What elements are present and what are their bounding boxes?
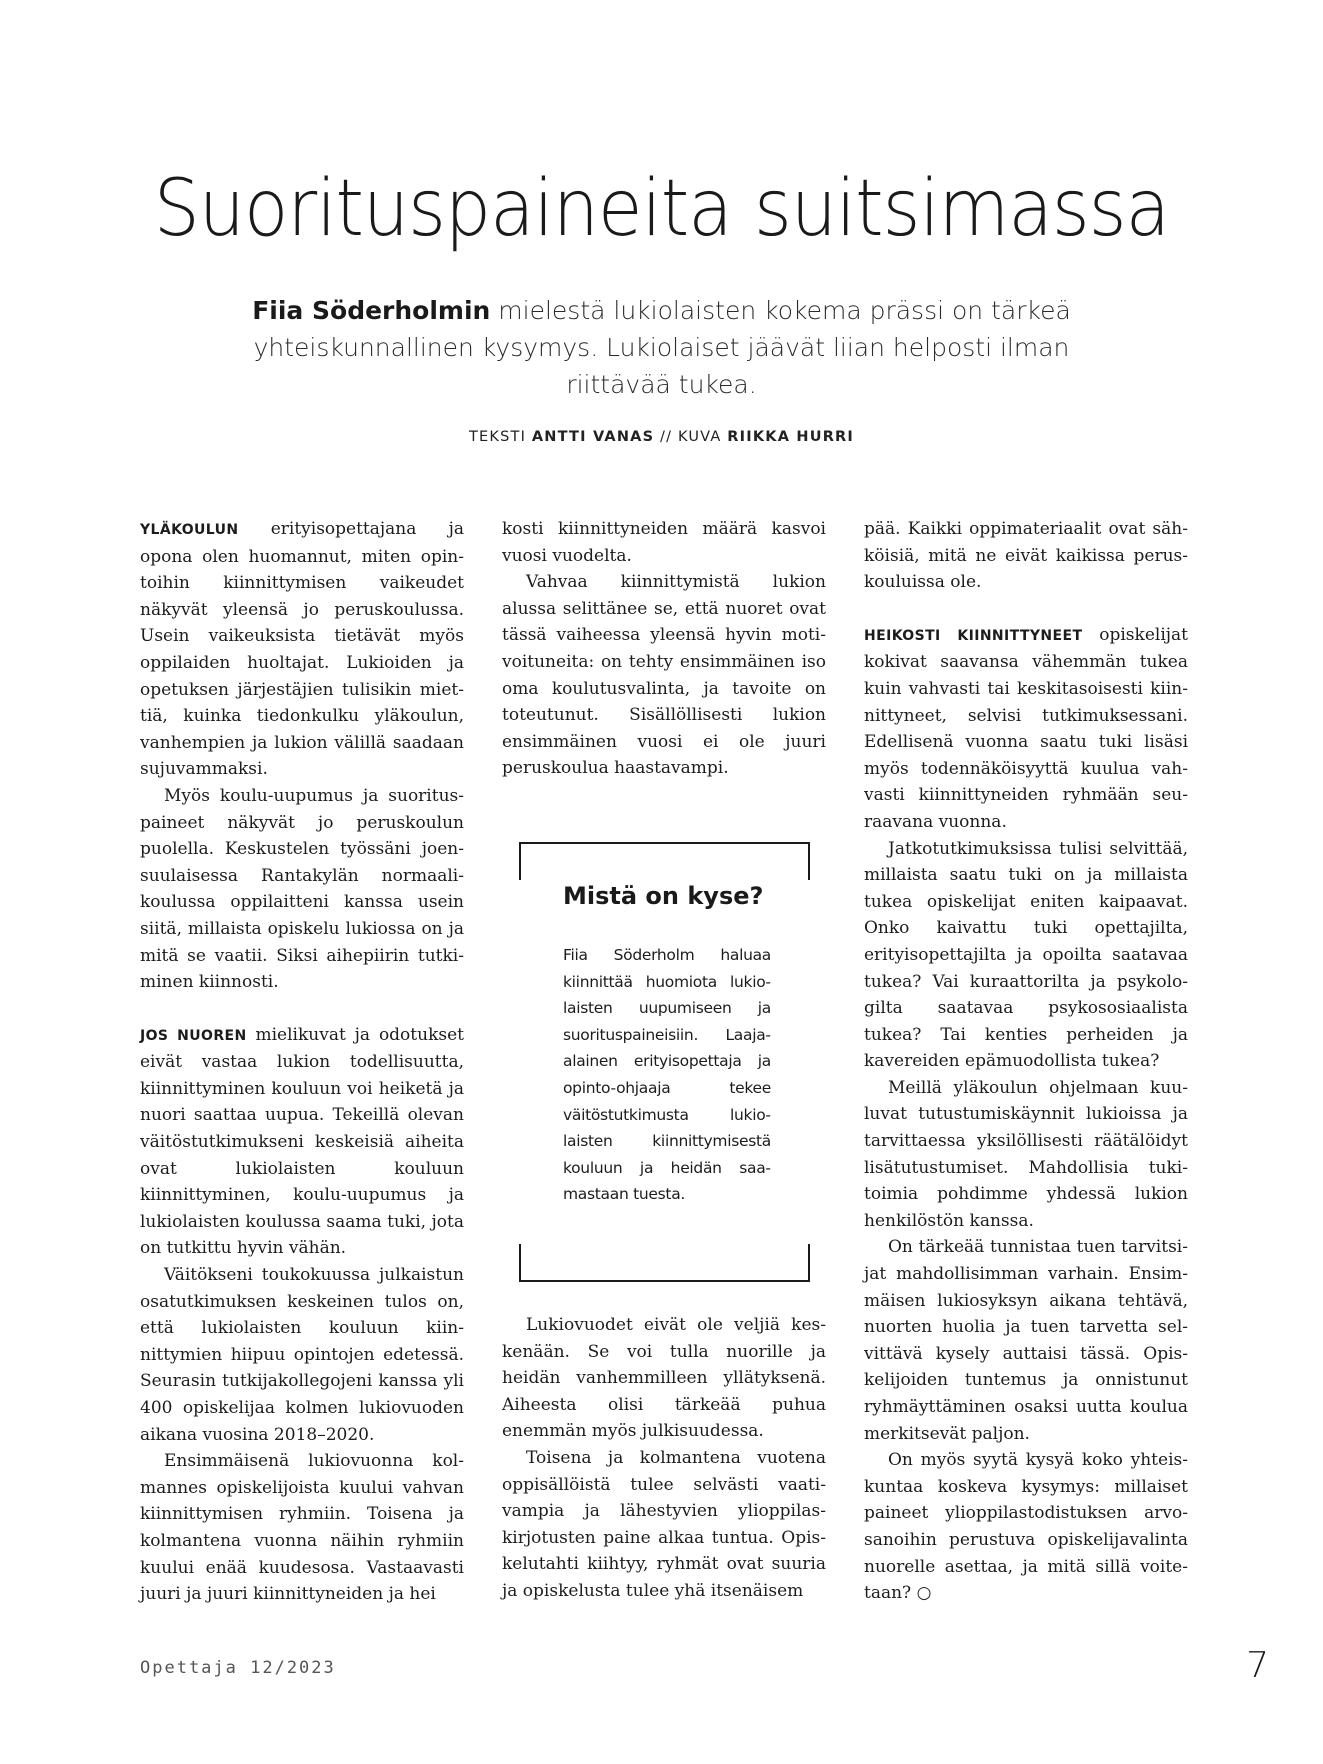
- article-lead: [250, 292, 1073, 403]
- body-column-2-bottom: [502, 1312, 826, 1605]
- sidebar-heading: Mistä on kyse?: [563, 882, 764, 910]
- paragraph: Myös koulu-uupumus ja suorituspaineet näkyvät jo peruskoulun puolella. Keskustelen työssäni joensuulaisessa Rantakylän normaalikoulussa oppilaitteni kanssa usein siitä, millaista opiskelu lukiossa on ja mitä se vaatii. Siksi aihepiirin tutkiminen kiinnosti.: [140, 785, 464, 993]
- paragraph-text: mielikuvat ja odotukset eivät vastaa lukion todellisuutta, kiinnittyminen kouluun voi heiketä ja nuori saattaa uupua. Tekeillä olevan väitöstutkimukseni keskeisiä aiheita ovat lukiolaisten kouluun kiinnittyminen, koulu-uupumus ja lukiolaisten koulussa saama tuki, jota on tutkittu hyvin vähän.: [140, 1024, 464, 1259]
- paragraph: Ensimmäisenä lukiovuonna kolmannes opiskelijoista kuului vahvan kiinnittymisen ryhmiin. Toisena ja kolmantena vuonna näihin ryhmiin kuului enää kuudesosa. Vastaavasti juuri ja juuri kiinnittyneiden ja hei: [140, 1451, 464, 1605]
- paragraph-lead-in: JOS NUOREN: [140, 1027, 247, 1044]
- body-column-2-top: [502, 516, 826, 782]
- paragraph: kosti kiinnittyneiden määrä kasvoi vuosi vuodelta.: [502, 519, 826, 566]
- body-column-3: [864, 516, 1188, 1607]
- paragraph: [140, 1022, 464, 1262]
- byline-author: ANTTI VANAS: [531, 429, 655, 445]
- magazine-issue: Opettaja 12/2023: [140, 1658, 336, 1678]
- paragraph: Lukiovuodet eivät ole veljiä keskenään. Se voi tulla nuorille ja heidän vanhemmilleen yllätyksenä. Aiheesta olisi tärkeää puhua enemmän myös julkisuudessa.: [502, 1315, 826, 1442]
- sidebar-text: Fiia Söderholm haluaa kiinnittää huomiota lukiolaisten uupumiseen ja suorituspaineisiin. Laajaalainen erityisopettaja ja opinto-ohjaaja tekee väitöstutkimusta lukiolaisten kiinnittymisestä kouluun ja heidän saamastaan tuesta.: [563, 946, 771, 1204]
- byline: [0, 429, 1323, 445]
- sidebar-box: [519, 842, 810, 1282]
- paragraph: pää. Kaikki oppimateriaalit ovat sähköisiä, mitä ne eivät kaikissa peruskouluissa ole.: [864, 519, 1188, 593]
- paragraph: Meillä yläkoulun ohjelmaan kuuluvat tutustumiskäynnit lukioissa ja tarvittaessa yksilöllisesti räätälöidyt lisätutustumiset. Mahdollisia tukitoimia pohdimme yhdessä lukion henkilöstön kanssa.: [864, 1077, 1188, 1231]
- byline-photographer: RIIKKA HURRI: [727, 429, 855, 445]
- paragraph: Toisena ja kolmantena vuotena oppisällöistä tulee selvästi vaativampia ja lähestyvien ylioppilaskirjotusten paine alkaa tuntua. Opiskelutahti kiihtyy, ryhmät ovat suuria ja opiskelusta tulee yhä itsenäisem: [502, 1447, 826, 1601]
- paragraph: On tärkeää tunnistaa tuen tarvitsijat mahdollisimman varhain. Ensimmäisen lukiosyksyn aikana tehtävä, nuorten huolia ja tuen tarvetta selvittävä kysely auttaisi tässä. Opiskelijoiden tuntemus ja onnistunut ryhmäyttäminen osaksi uutta koulua merkitsevät paljon.: [864, 1237, 1188, 1444]
- article-title: Suorituspaineita suitsimassa: [153, 164, 1170, 254]
- byline-separator: // KUVA: [654, 429, 728, 445]
- byline-text-label: TEKSTI: [468, 429, 532, 445]
- paragraph: [864, 622, 1188, 836]
- box-bracket-bottom: [519, 1244, 810, 1282]
- paragraph-lead-in: YLÄKOULUN: [140, 522, 239, 538]
- paragraph-lead-in: HEIKOSTI KIINNITTYNEET: [864, 627, 1083, 644]
- lead-name: Fiia Söderholmin: [252, 296, 491, 325]
- paragraph: Jatkotutkimuksissa tulisi selvittää, millaista saatu tuki on ja millaista tukea opiskelijat eniten kaipaavat. Onko kaivattu tuki opettajilta, erityisopettajilta ja opoilta saatavaa tukea? Vai kuraattorilta ja psykologilta saatavaa psykososiaalista tukea? Tai kenties perheiden ja kavereiden epämuodollista tukea?: [864, 838, 1188, 1072]
- paragraph-text: erityisopettajana ja opona olen huomannut, miten opintoihin kiinnittymisen vaikeudet näkyvät yleensä jo peruskoulussa. Usein vaikeuksista tietävät myös oppilaiden huoltajat. Lukioiden ja opetuksen järjestäjien tulisikin miettiä, kuinka tiedonkulku yläkoulun, vanhempien ja lukion välillä saadaan sujuvammaksi.: [140, 519, 464, 780]
- box-bracket-top: [519, 842, 810, 880]
- paragraph: Väitökseni toukokuussa julkaistun osatutkimuksen keskeinen tulos on, että lukiolaisten kouluun kiinnittymien hiipuu opintojen edetessä. Seurasin tutkijakollegojeni kanssa yli 400 opiskelijaa kolmen lukiovuoden aikana vuosina 2018–2020.: [140, 1265, 464, 1445]
- paragraph-text: opiskelijat kokivat saavansa vähemmän tukea kuin vahvasti tai keskitasoisesti kiinnittyneet, selvisi tutkimuksessani. Edellisenä vuonna saatu tuki lisäsi myös todennäköisyyttä kuulua vahvasti kiinnittyneiden ryhmään seuraavana vuonna.: [864, 624, 1188, 832]
- paragraph: [140, 516, 464, 783]
- page-number: 7: [1246, 1645, 1269, 1686]
- paragraph: On myös syytä kysyä koko yhteiskuntaa koskeva kysymys: millaiset paineet ylioppilastodistuksen arvosanoihin perustuva opiskelijavalinta nuorelle asettaa, ja mitä sillä voitetaan? ○: [864, 1450, 1188, 1604]
- paragraph: Vahvaa kiinnittymistä lukion alussa selittänee se, että nuoret ovat tässä vaiheessa yleensä hyvin motivoituneita: on tehty ensimmäinen iso oma koulutusvalinta, ja tavoite on toteutunut. Sisällöllisesti lukion ensimmäinen vuosi ei ole juuri peruskoulua haastavampi.: [502, 572, 826, 779]
- lead-text: mielestä lukiolaisten kokema prässi on tärkeä yhteiskunnallinen kysymys. Lukiolaiset jäävät liian helposti ilman riittävää tukea.: [253, 296, 1071, 399]
- body-column-1: [140, 516, 464, 1608]
